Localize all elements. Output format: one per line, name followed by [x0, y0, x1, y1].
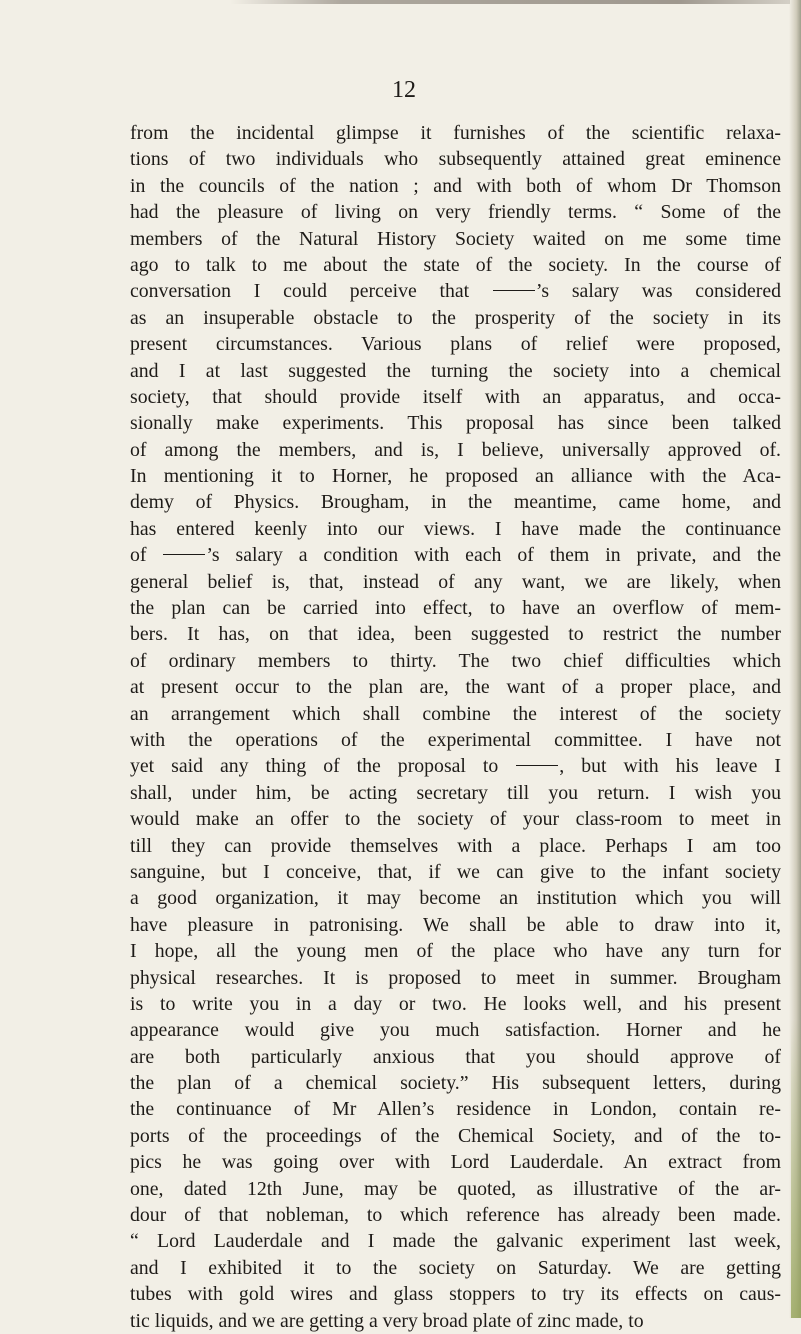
text-line — [130, 331, 781, 357]
text-line-segment: and I at last suggested the turning the society into a chemical — [130, 359, 781, 382]
text-line — [130, 621, 781, 647]
text-line — [130, 226, 781, 252]
text-line — [130, 753, 781, 779]
text-line-segment: , but with his leave I — [559, 755, 781, 778]
text-line — [130, 674, 781, 700]
text-line — [130, 965, 781, 991]
text-line-segment: till they can provide themselves with a place. Perhaps I am too — [130, 834, 781, 857]
text-line-segment: ago to talk to me about the state of the society. In the course of — [130, 253, 781, 276]
text-line — [130, 1308, 781, 1334]
text-line-segment: In mentioning it to Horner, he proposed an alliance with the Aca- — [130, 465, 781, 488]
text-line — [130, 252, 781, 278]
text-line-segment: ’s salary was considered — [535, 280, 781, 303]
text-line — [130, 833, 781, 859]
text-line-segment: of — [130, 544, 163, 567]
text-line-segment: the continuance of Mr Allen’s residence in London, contain re- — [130, 1098, 781, 1121]
text-line — [130, 410, 781, 436]
top-edge-rule — [230, 0, 790, 4]
text-line-segment: yet said any thing of the proposal to — [130, 755, 516, 778]
text-line — [130, 1123, 781, 1149]
text-line-segment: members of the Natural History Society waited on me some time — [130, 227, 781, 250]
text-line-segment: society, that should provide itself with an apparatus, and occa- — [130, 385, 781, 408]
text-line — [130, 1228, 781, 1254]
name-omission-dash — [163, 554, 205, 555]
name-omission-dash — [493, 290, 535, 291]
text-line — [130, 912, 781, 938]
text-line-segment: an arrangement which shall combine the interest of the society — [130, 702, 781, 725]
text-line — [130, 278, 781, 304]
page-edge-stain — [791, 1020, 801, 1318]
text-line-segment: of among the members, and is, I believe, universally approved of. — [130, 438, 781, 461]
text-line — [130, 1281, 781, 1307]
text-line-segment: one, dated 12th June, may be quoted, as illustrative of the ar- — [130, 1177, 781, 1200]
text-line-segment: shall, under him, be acting secretary till you return. I wish you — [130, 781, 781, 804]
text-line — [130, 463, 781, 489]
text-line — [130, 305, 781, 331]
text-line — [130, 1096, 781, 1122]
text-line-segment: dour of that nobleman, to which reference has already been made. — [130, 1204, 781, 1227]
page-number: 12 — [392, 77, 416, 103]
text-line-segment: present circumstances. Various plans of relief were proposed, — [130, 333, 781, 356]
text-line-segment: from the incidental glimpse it furnishes of the scientific relaxa- — [130, 122, 781, 144]
text-line-segment: tions of two individuals who subsequently attained great eminence — [130, 148, 781, 171]
text-line-segment: a good organization, it may become an institution which you will — [130, 887, 781, 910]
text-line — [130, 489, 781, 515]
text-line-segment: would make an offer to the society of your class-room to meet in — [130, 808, 781, 831]
name-omission-dash — [516, 765, 558, 766]
text-line — [130, 595, 781, 621]
text-line-segment: tubes with gold wires and glass stoppers to try its effects on caus- — [130, 1283, 781, 1306]
text-line-segment: ports of the proceedings of the Chemical Society, and of the to- — [130, 1124, 781, 1147]
text-line-segment: in the councils of the nation ; and with both of whom Dr Thomson — [130, 174, 781, 197]
text-line-segment: is to write you in a day or two. He looks well, and his present — [130, 992, 781, 1015]
text-line — [130, 885, 781, 911]
text-line — [130, 542, 781, 568]
text-line — [130, 146, 781, 172]
text-line-segment: with the operations of the experimental committee. I have not — [130, 728, 781, 751]
text-line — [130, 648, 781, 674]
text-line — [130, 780, 781, 806]
text-line — [130, 806, 781, 832]
text-line — [130, 859, 781, 885]
text-line-segment: physical researches. It is proposed to meet in summer. Brougham — [130, 966, 781, 989]
text-line-segment: I hope, all the young men of the place who have any turn for — [130, 940, 781, 963]
text-line — [130, 569, 781, 595]
text-line-segment: general belief is, that, instead of any want, we are likely, when — [130, 570, 781, 593]
text-line-segment: pics he was going over with Lord Lauderdale. An extract from — [130, 1151, 781, 1174]
text-line — [130, 1017, 781, 1043]
text-line — [130, 1149, 781, 1175]
text-line-segment: have pleasure in patronising. We shall be able to draw into it, — [130, 913, 781, 936]
text-line-segment: bers. It has, on that idea, been suggested to restrict the number — [130, 623, 781, 646]
text-line-segment: of ordinary members to thirty. The two chief difficulties which — [130, 649, 781, 672]
text-line — [130, 1044, 781, 1070]
text-line-segment: are both particularly anxious that you should approve of — [130, 1045, 781, 1068]
text-line-segment: demy of Physics. Brougham, in the meantime, came home, and — [130, 491, 781, 514]
text-line — [130, 516, 781, 542]
text-line-segment: the plan can be carried into effect, to have an overflow of mem- — [130, 597, 781, 620]
text-line-segment: at present occur to the plan are, the want of a proper place, and — [130, 676, 781, 699]
text-line-segment: appearance would give you much satisfaction. Horner and he — [130, 1019, 781, 1042]
text-line — [130, 938, 781, 964]
body-text — [130, 120, 781, 1334]
text-line — [130, 437, 781, 463]
text-line-segment: as an insuperable obstacle to the prosperity of the society in its — [130, 306, 781, 329]
text-line-segment: tic liquids, and we are getting a very broad plate of zinc made, to — [130, 1309, 644, 1332]
text-line — [130, 384, 781, 410]
text-line-segment: ’s salary a condition with each of them in private, and the — [206, 544, 781, 567]
text-line — [130, 358, 781, 384]
text-line-segment: sanguine, but I conceive, that, if we can give to the infant society — [130, 860, 781, 883]
text-line — [130, 120, 781, 146]
text-line — [130, 701, 781, 727]
text-line — [130, 727, 781, 753]
text-line-segment: “ Lord Lauderdale and I made the galvanic experiment last week, — [130, 1230, 781, 1253]
text-line — [130, 1202, 781, 1228]
text-line — [130, 173, 781, 199]
text-line-segment: the plan of a chemical society.” His subsequent letters, during — [130, 1072, 781, 1095]
text-line-segment: had the pleasure of living on very friendly terms. “ Some of the — [130, 201, 781, 224]
text-line-segment: and I exhibited it to the society on Saturday. We are getting — [130, 1256, 781, 1279]
text-line-segment: has entered keenly into our views. I have made the continuance — [130, 517, 781, 540]
text-line — [130, 991, 781, 1017]
text-line — [130, 1255, 781, 1281]
text-line — [130, 199, 781, 225]
text-line — [130, 1070, 781, 1096]
text-line — [130, 1176, 781, 1202]
text-line-segment: sionally make experiments. This proposal has since been talked — [130, 412, 781, 435]
text-line-segment: conversation I could perceive that — [130, 280, 492, 303]
